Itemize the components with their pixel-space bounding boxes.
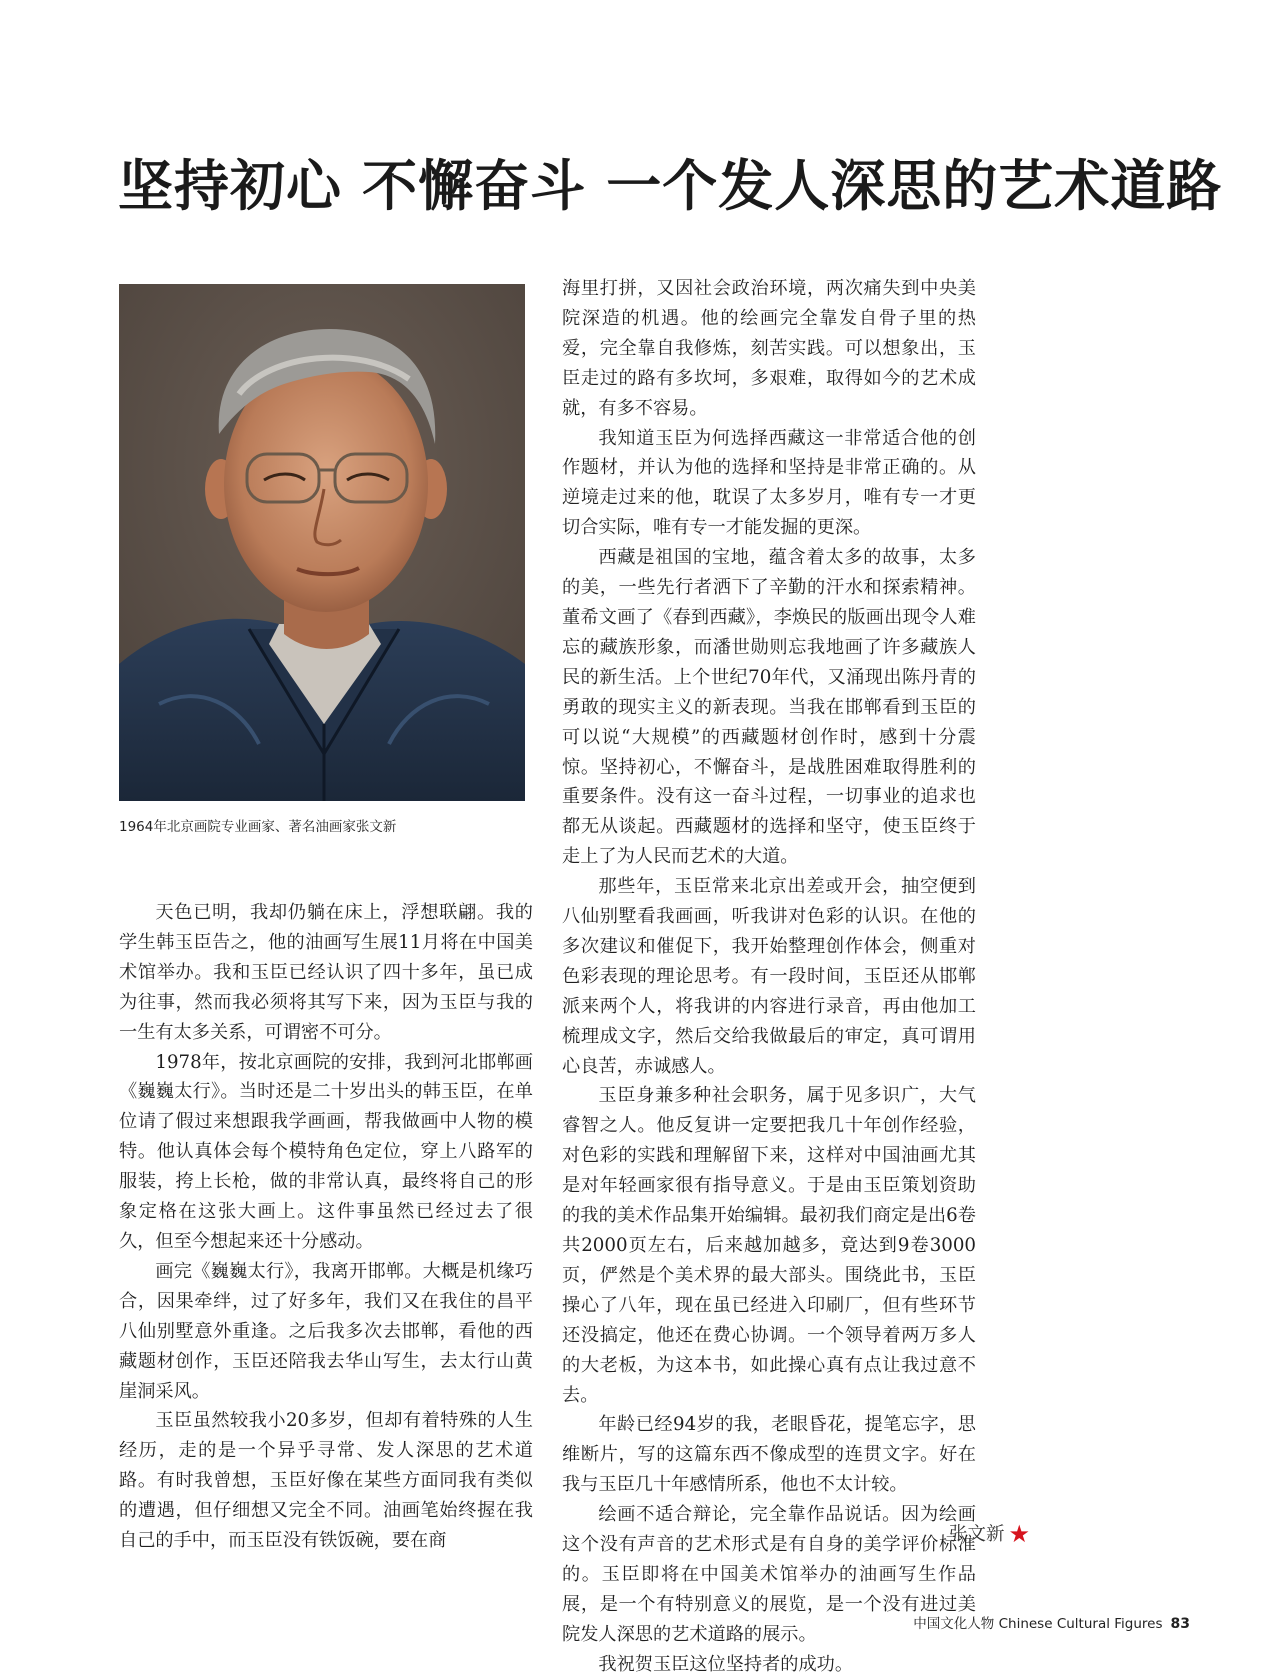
paragraph: 那些年，玉臣常来北京出差或开会，抽空便到八仙别墅看我画画，听我讲对色彩的认识。在他的多次建议和催促下，我开始整理创作体会，侧重对色彩表现的理论思考。有一段时间，玉臣还从邯郸派来两个人，将我讲的内容进行录音，再由他加工梳理成文字，然后交给我做最后的审定，真可谓用心良苦，赤诚感人。 xyxy=(562,876,976,1077)
star-icon: ★ xyxy=(1008,1520,1030,1548)
paragraph: 天色已明，我却仍躺在床上，浮想联翩。我的学生韩玉臣告之，他的油画写生展11月将在中国美术馆举办。我和玉臣已经认识了四十多年，虽已成为往事，然而我必须将其写下来，因为玉臣与我的一生有太多关系，可谓密不可分。 xyxy=(119,902,533,1043)
paragraph: 年龄已经94岁的我，老眼昏花，提笔忘字，思维断片，写的这篇东西不像成型的连贯文字。好在我与玉臣几十年感情所系，他也不太计较。 xyxy=(562,1414,976,1496)
portrait-photo xyxy=(119,284,525,801)
magazine-name: 中国文化人物 Chinese Cultural Figures xyxy=(913,1616,1163,1632)
paragraph: 西藏是祖国的宝地，蕴含着太多的故事，太多的美，一些先行者洒下了辛勤的汗水和探索精神。董希文画了《春到西藏》，李焕民的版画出现令人难忘的藏族形象，而潘世勋则忘我地画了许多藏族人民的新生活。上个世纪70年代，又涌现出陈丹青的勇敢的现实主义的新表现。当我在邯郸看到玉臣的可以说“大规模”的西藏题材创作时，感到十分震惊。坚持初心，不懈奋斗，是战胜困难取得胜利的重要条件。没有这一奋斗过程，一切事业的追求也都无从谈起。西藏题材的选择和坚守，使玉臣终于走上了为人民而艺术的大道。 xyxy=(562,547,976,868)
portrait-illustration xyxy=(119,284,525,801)
paragraph: 玉臣身兼多种社会职务，属于见多识广，大气睿智之人。他反复讲一定要把我几十年创作经验，对色彩的实践和理解留下来，这样对中国油画尤其是对年轻画家很有指导意义。于是由玉臣策划资助的我的美术作品集开始编辑。最初我们商定是出6卷共2000页左右，后来越加越多，竟达到9卷3000页，俨然是个美术界的最大部头。围绕此书，玉臣操心了八年，现在虽已经进入印刷厂，但有些环节还没搞定，他还在费心协调。一个领导着两万多人的大老板，为这本书，如此操心真有点让我过意不去。 xyxy=(562,1085,976,1406)
paragraph: 1978年，按北京画院的安排，我到河北邯郸画《巍巍太行》。当时还是二十岁出头的韩玉臣，在单位请了假过来想跟我学画画，帮我做画中人物的模特。他认真体会每个模特角色定位，穿上八路军的服装，挎上长枪，做的非常认真，最终将自己的形象定格在这张大画上。这件事虽然已经过去了很久，但至今想起来还十分感动。 xyxy=(119,1051,533,1252)
article-title: 坚持初心 不懈奋斗 一个发人深思的艺术道路 xyxy=(118,153,1223,218)
right-column xyxy=(562,274,976,1680)
author-name: 张文新 xyxy=(948,1524,1005,1545)
paragraph: 玉臣虽然较我小20多岁，但却有着特殊的人生经历，走的是一个异乎寻常、发人深思的艺术道路。有时我曾想，玉臣好像在某些方面同我有类似的遭遇，但仔细想又完全不同。油画笔始终握在我自己的手中，而玉臣没有铁饭碗，要在商 xyxy=(119,1410,533,1552)
author-signature xyxy=(900,1520,1030,1548)
paragraph: 我知道玉臣为何选择西藏这一非常适合他的创作题材，并认为他的选择和坚持是非常正确的。从逆境走过来的他，耽误了太多岁月，唯有专一才更切合实际，唯有专一才能发掘的更深。 xyxy=(562,427,976,539)
paragraph: 我祝贺玉臣这位坚持者的成功。 xyxy=(598,1653,854,1675)
page-number: 83 xyxy=(1170,1616,1190,1632)
paragraph-continuation: 海里打拼，又因社会政治环境，两次痛失到中央美院深造的机遇。他的绘画完全靠发自骨子里的热爱，完全靠自我修炼，刻苦实践。可以想象出，玉臣走过的路有多坎坷，多艰难，取得如今的艺术成就，有多不容易。 xyxy=(562,278,976,419)
photo-caption: 1964年北京画院专业画家、著名油画家张文新 xyxy=(119,819,397,835)
paragraph: 绘画不适合辩论，完全靠作品说话。因为绘画这个没有声音的艺术形式是有自身的美学评价标准的。玉臣即将在中国美术馆举办的油画写生作品展，是一个有特别意义的展览，是一个没有进过美院发人深思的艺术道路的展示。 xyxy=(562,1504,976,1645)
page-footer xyxy=(913,1612,1190,1632)
left-column xyxy=(119,898,533,1556)
paragraph: 画完《巍巍太行》，我离开邯郸。大概是机缘巧合，因果牵绊，过了好多年，我们又在我住的昌平八仙别墅意外重逢。之后我多次去邯郸，看他的西藏题材创作，玉臣还陪我去华山写生，去太行山黄崖洞采风。 xyxy=(119,1260,533,1402)
